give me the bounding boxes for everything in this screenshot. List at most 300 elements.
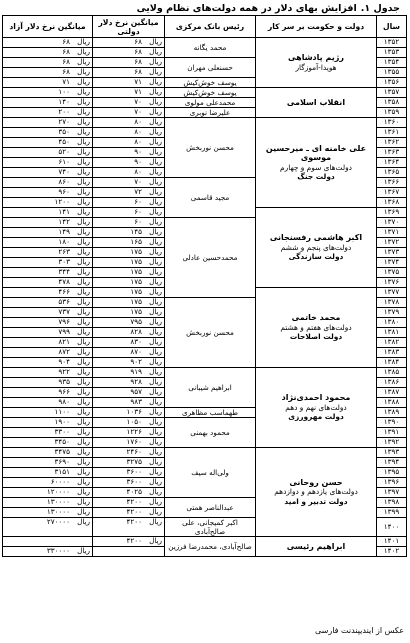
- free-rate-cell: [3, 498, 93, 508]
- rate-unit: ریال: [77, 407, 90, 416]
- government-cell: [256, 368, 377, 448]
- central-bank-governor-cell: مجید قاسمی: [165, 178, 256, 218]
- year-cell: ۱۳۸۰: [377, 318, 407, 328]
- central-bank-governor-cell: حسنعلی مهران: [165, 58, 256, 78]
- free-rate-value: ۶۰۰۰۰: [50, 477, 70, 486]
- year-cell: ۱۳۶۴: [377, 158, 407, 168]
- government-name: ابراهیم رئیسی: [286, 541, 346, 551]
- official-rate-cell: [93, 218, 165, 228]
- free-rate-cell: [3, 128, 93, 138]
- official-rate-cell: [93, 188, 165, 198]
- free-rate-value: ۳۵۰: [58, 127, 70, 136]
- free-rate-cell: [3, 547, 93, 557]
- free-rate-cell: [3, 488, 93, 498]
- free-rate-cell: [3, 88, 93, 98]
- rate-unit: ریال: [77, 217, 90, 226]
- rate-unit: ریال: [77, 97, 90, 106]
- rate-unit: ریال: [77, 177, 90, 186]
- rate-unit: ریال: [77, 437, 90, 446]
- official-rate-cell: [93, 448, 165, 458]
- rate-unit: ریال: [149, 307, 162, 316]
- table-row: [3, 38, 407, 48]
- free-rate-cell: [3, 428, 93, 438]
- rate-unit: ریال: [149, 247, 162, 256]
- free-rate-cell: [3, 318, 93, 328]
- rate-unit: ریال: [149, 87, 162, 96]
- year-cell: ۱۳۹۹: [377, 508, 407, 518]
- rate-unit: ریال: [149, 277, 162, 286]
- free-rate-cell: [3, 438, 93, 448]
- official-rate-value: ۱۷۵: [130, 267, 142, 276]
- official-rate-cell: [93, 547, 165, 557]
- free-rate-value: ۱۹۰۰: [54, 417, 70, 426]
- official-rate-cell: [93, 128, 165, 138]
- government-cell: [256, 208, 377, 288]
- official-rate-cell: [93, 478, 165, 488]
- government-name: حسن روحانی: [289, 477, 343, 487]
- free-rate-value: ۸۶۰: [58, 177, 70, 186]
- free-rate-cell: [3, 308, 93, 318]
- rate-unit: ریال: [77, 387, 90, 396]
- official-rate-cell: [93, 358, 165, 368]
- year-cell: ۱۳۶۹: [377, 208, 407, 218]
- rate-unit: ریال: [77, 117, 90, 126]
- free-rate-cell: [3, 68, 93, 78]
- free-rate-value: ۱۳۰۰۰۰: [46, 497, 70, 506]
- government-name: رژیم پادشاهی: [288, 53, 344, 62]
- rate-unit: ریال: [77, 47, 90, 56]
- free-rate-value: ۳۶۹۰: [54, 457, 70, 466]
- rate-unit: ریال: [149, 147, 162, 156]
- official-rate-value: ۶۸: [134, 37, 142, 46]
- rate-unit: ریال: [77, 467, 90, 476]
- free-rate-value: ۴۶۶: [58, 287, 70, 296]
- rate-unit: ریال: [149, 97, 162, 106]
- free-rate-cell: [3, 418, 93, 428]
- free-rate-cell: [3, 48, 93, 58]
- central-bank-governor-cell: عبدالناصر همتی: [165, 498, 256, 518]
- year-cell: ۱۳۷۲: [377, 238, 407, 248]
- year-cell: ۱۳۶۰: [377, 118, 407, 128]
- official-rate-value: ۹۸۳: [130, 397, 142, 406]
- free-rate-value: ۶۸: [62, 67, 70, 76]
- free-rate-value: ۲۶۳: [58, 247, 70, 256]
- rate-unit: ریال: [149, 217, 162, 226]
- rate-unit: ریال: [77, 447, 90, 456]
- official-rate-value: ۸۳۰: [130, 337, 142, 346]
- year-cell: ۱۳۷۵: [377, 268, 407, 278]
- table-row: [3, 368, 407, 378]
- central-bank-governor-cell: یوسف خوش‌کیش: [165, 78, 256, 88]
- free-rate-cell: [3, 537, 93, 547]
- free-rate-value: ۸۲۱: [58, 337, 70, 346]
- official-rate-value: ۹۰: [134, 157, 142, 166]
- free-rate-cell: [3, 518, 93, 537]
- rate-unit: ریال: [149, 417, 162, 426]
- rate-unit: ریال: [149, 487, 162, 496]
- rate-unit: ریال: [149, 267, 162, 276]
- official-rate-value: ۹۰: [134, 147, 142, 156]
- rate-unit: ریال: [149, 497, 162, 506]
- rate-unit: ریال: [77, 247, 90, 256]
- year-cell: ۱۳۷۷: [377, 288, 407, 298]
- government-cell: [256, 118, 377, 208]
- free-rate-cell: [3, 468, 93, 478]
- central-bank-governor-cell: ابراهیم شیبانی: [165, 368, 256, 408]
- year-cell: ۱۳۶۲: [377, 138, 407, 148]
- official-rate-cell: [93, 328, 165, 338]
- rate-unit: ریال: [77, 167, 90, 176]
- year-cell: ۱۳۵۶: [377, 78, 407, 88]
- free-rate-cell: [3, 408, 93, 418]
- official-rate-cell: [93, 168, 165, 178]
- government-sub: دولت‌های پنجم و ششم: [280, 242, 352, 252]
- year-cell: ۱۳۷۸: [377, 298, 407, 308]
- header-central-bank-governor: رئیس بانک مرکزی: [165, 16, 256, 38]
- official-rate-value: ۶۸: [134, 57, 142, 66]
- year-cell: ۱۴۰۲: [377, 547, 407, 557]
- year-cell: ۱۳۹۳: [377, 448, 407, 458]
- rate-unit: ریال: [77, 267, 90, 276]
- official-rate-value: ۹۰۲: [130, 357, 142, 366]
- rate-unit: ریال: [77, 187, 90, 196]
- table-title-text: افزایش بهای دلار در همه دولت‌های نظام ولایی: [136, 3, 357, 14]
- rate-unit: ریال: [149, 137, 162, 146]
- central-bank-governor-cell: ولی‌اله سیف: [165, 448, 256, 498]
- free-rate-cell: [3, 178, 93, 188]
- free-rate-value: ۹۲۲: [58, 367, 70, 376]
- rate-unit: ریال: [77, 157, 90, 166]
- rate-unit: ریال: [77, 227, 90, 236]
- free-rate-value: ۲۷۰: [58, 117, 70, 126]
- year-cell: ۱۳۷۶: [377, 278, 407, 288]
- table-row: [3, 88, 407, 98]
- rate-unit: ریال: [77, 307, 90, 316]
- year-cell: ۱۳۷۰: [377, 218, 407, 228]
- rate-unit: ریال: [149, 237, 162, 246]
- rate-unit: ریال: [149, 207, 162, 216]
- free-rate-value: ۱۴۲: [58, 217, 70, 226]
- rate-unit: ریال: [149, 407, 162, 416]
- table-row: [3, 118, 407, 128]
- free-rate-cell: [3, 258, 93, 268]
- rate-unit: ریال: [149, 467, 162, 476]
- year-cell: ۱۳۶۳: [377, 148, 407, 158]
- official-rate-cell: [93, 158, 165, 168]
- rate-unit: ریال: [149, 37, 162, 46]
- official-rate-value: ۸۷۰: [130, 347, 142, 356]
- year-cell: ۱۳۸۲: [377, 338, 407, 348]
- official-rate-value: ۴۲۰۰: [126, 536, 142, 545]
- free-rate-cell: [3, 288, 93, 298]
- official-rate-cell: [93, 148, 165, 158]
- official-rate-value: ۶۰: [134, 207, 142, 216]
- rate-unit: ریال: [149, 507, 162, 516]
- official-rate-cell: [93, 208, 165, 218]
- free-rate-cell: [3, 378, 93, 388]
- year-cell: ۱۳۸۵: [377, 368, 407, 378]
- rate-unit: ریال: [77, 357, 90, 366]
- rate-unit: ریال: [77, 417, 90, 426]
- free-rate-value: ۹۶۰: [58, 187, 70, 196]
- government-sub: دولت‌های یازدهم و دوازدهم: [274, 487, 358, 497]
- free-rate-value: ۱۲۰۰۰۰: [46, 487, 70, 496]
- government-cell: [256, 448, 377, 537]
- government-cell: [256, 88, 377, 118]
- rate-unit: ریال: [77, 507, 90, 516]
- free-rate-value: ۱۳۰۰۰۰: [46, 507, 70, 516]
- official-rate-cell: [93, 537, 165, 547]
- year-cell: ۱۳۶۸: [377, 198, 407, 208]
- official-rate-value: ۱۷۵: [130, 247, 142, 256]
- free-rate-value: ۳۴۴: [58, 267, 70, 276]
- year-cell: ۱۳۷۴: [377, 258, 407, 268]
- year-cell: ۱۳۹۵: [377, 468, 407, 478]
- year-cell: ۱۳۶۵: [377, 168, 407, 178]
- official-rate-value: ۱۷۵: [130, 257, 142, 266]
- government-cell: [256, 288, 377, 368]
- free-rate-value: ۱۸۰: [58, 237, 70, 246]
- year-cell: ۱۳۷۹: [377, 308, 407, 318]
- official-rate-cell: [93, 408, 165, 418]
- rate-unit: ریال: [77, 337, 90, 346]
- government-sub: دولت‌های نهم و دهم: [285, 402, 347, 412]
- rate-unit: ریال: [77, 257, 90, 266]
- official-rate-cell: [93, 68, 165, 78]
- official-rate-cell: [93, 368, 165, 378]
- table-number: جدول ۱.: [360, 3, 400, 14]
- official-rate-value: ۴۲۰۰: [126, 517, 142, 526]
- free-rate-value: ۱۲۰۰: [54, 197, 70, 206]
- rate-unit: ریال: [77, 107, 90, 116]
- central-bank-governor-cell: یوسف خوش‌کیش: [165, 88, 256, 98]
- official-rate-cell: [93, 498, 165, 508]
- official-rate-cell: [93, 98, 165, 108]
- year-cell: ۱۴۰۱: [377, 537, 407, 547]
- free-rate-cell: [3, 188, 93, 198]
- rate-unit: ریال: [149, 477, 162, 486]
- rate-unit: ریال: [149, 107, 162, 116]
- free-rate-cell: [3, 138, 93, 148]
- official-rate-cell: [93, 428, 165, 438]
- rate-unit: ریال: [149, 197, 162, 206]
- rate-unit: ریال: [149, 187, 162, 196]
- official-rate-cell: [93, 118, 165, 128]
- free-rate-cell: [3, 448, 93, 458]
- rate-unit: ریال: [149, 397, 162, 406]
- year-cell: ۱۳۹۷: [377, 488, 407, 498]
- year-cell: ۱۳۸۴: [377, 358, 407, 368]
- official-rate-cell: [93, 108, 165, 118]
- rate-unit: ریال: [149, 117, 162, 126]
- rate-unit: ریال: [149, 357, 162, 366]
- official-rate-value: ۱۴۵: [130, 227, 142, 236]
- rate-unit: ریال: [77, 347, 90, 356]
- free-rate-cell: [3, 158, 93, 168]
- free-rate-value: ۷۹۶: [58, 317, 70, 326]
- rate-unit: ریال: [77, 277, 90, 286]
- central-bank-governor-cell: محسن نوربخش: [165, 118, 256, 178]
- official-rate-value: ۲۴۶۰: [126, 447, 142, 456]
- free-rate-cell: [3, 398, 93, 408]
- year-cell: ۱۳۵۵: [377, 68, 407, 78]
- free-rate-value: ۳۴۷۵: [54, 447, 70, 456]
- rate-unit: ریال: [149, 47, 162, 56]
- year-cell: ۱۳۵۳: [377, 48, 407, 58]
- rate-unit: ریال: [149, 437, 162, 446]
- rate-unit: ریال: [77, 77, 90, 86]
- free-rate-cell: [3, 348, 93, 358]
- free-rate-value: ۹۰۴: [58, 357, 70, 366]
- rate-unit: ریال: [149, 457, 162, 466]
- year-cell: ۱۳۵۲: [377, 38, 407, 48]
- free-rate-cell: [3, 98, 93, 108]
- official-rate-cell: [93, 438, 165, 448]
- official-rate-cell: [93, 418, 165, 428]
- rate-unit: ریال: [77, 327, 90, 336]
- official-rate-cell: [93, 238, 165, 248]
- free-rate-cell: [3, 298, 93, 308]
- official-rate-value: ۷۰: [134, 97, 142, 106]
- free-rate-cell: [3, 228, 93, 238]
- table-title: [0, 2, 410, 16]
- official-rate-cell: [93, 288, 165, 298]
- government-slogan: دولت مهرورزی: [288, 412, 344, 422]
- central-bank-governor-cell: محمدحسین عادلی: [165, 218, 256, 298]
- official-rate-cell: [93, 248, 165, 258]
- official-rate-value: ۳۲۷۵: [126, 457, 142, 466]
- rate-unit: ریال: [77, 287, 90, 296]
- rate-unit: ریال: [77, 546, 90, 555]
- free-rate-value: ۱۴۰: [58, 97, 70, 106]
- free-rate-value: ۴۷۸: [58, 277, 70, 286]
- free-rate-cell: [3, 368, 93, 378]
- rate-unit: ریال: [77, 427, 90, 436]
- header-government: دولت و حکومت بر سر کار: [256, 16, 377, 38]
- year-cell: ۱۳۷۳: [377, 248, 407, 258]
- official-rate-cell: [93, 138, 165, 148]
- year-cell: ۱۳۵۹: [377, 108, 407, 118]
- rate-unit: ریال: [77, 197, 90, 206]
- table-row: [3, 537, 407, 547]
- free-rate-cell: [3, 238, 93, 248]
- central-bank-governor-cell: علیرضا نوبری: [165, 108, 256, 118]
- free-rate-cell: [3, 118, 93, 128]
- free-rate-value: ۴۵۰: [58, 137, 70, 146]
- official-rate-cell: [93, 468, 165, 478]
- free-rate-value: ۵۲۰: [58, 147, 70, 156]
- official-rate-value: ۳۶۰۰: [126, 467, 142, 476]
- year-cell: ۱۳۸۷: [377, 388, 407, 398]
- official-rate-value: ۷۹۵: [130, 317, 142, 326]
- free-rate-value: ۱۴۹: [58, 227, 70, 236]
- free-rate-cell: [3, 248, 93, 258]
- rate-unit: ریال: [77, 87, 90, 96]
- rate-unit: ریال: [77, 127, 90, 136]
- free-rate-cell: [3, 208, 93, 218]
- rate-unit: ریال: [149, 177, 162, 186]
- free-rate-cell: [3, 328, 93, 338]
- rate-unit: ریال: [149, 127, 162, 136]
- official-rate-value: ۷۰: [134, 107, 142, 116]
- official-rate-value: ۹۲۸: [130, 377, 142, 386]
- government-name: علی خامنه ای ـ میرحسین موسوی: [265, 143, 367, 162]
- free-rate-value: ۶۸: [62, 47, 70, 56]
- official-rate-value: ۱۰۳۶: [126, 407, 142, 416]
- free-rate-value: ۹۳۵: [58, 377, 70, 386]
- free-rate-cell: [3, 278, 93, 288]
- official-rate-value: ۷۱: [134, 87, 142, 96]
- free-rate-value: ۳۴۵۰: [54, 437, 70, 446]
- official-rate-cell: [93, 308, 165, 318]
- rate-unit: ریال: [149, 377, 162, 386]
- free-rate-value: ۶۸: [62, 37, 70, 46]
- official-rate-value: ۹۵۷: [130, 387, 142, 396]
- free-rate-cell: [3, 508, 93, 518]
- official-rate-value: ۷۲: [134, 187, 142, 196]
- free-rate-cell: [3, 148, 93, 158]
- official-rate-cell: [93, 388, 165, 398]
- official-rate-cell: [93, 228, 165, 238]
- free-rate-cell: [3, 358, 93, 368]
- rate-unit: ریال: [149, 227, 162, 236]
- official-rate-cell: [93, 268, 165, 278]
- rate-unit: ریال: [149, 167, 162, 176]
- year-cell: ۱۳۶۶: [377, 178, 407, 188]
- official-rate-cell: [93, 488, 165, 498]
- rate-unit: ریال: [77, 147, 90, 156]
- official-rate-cell: [93, 78, 165, 88]
- free-rate-value: ۷۱: [62, 77, 70, 86]
- official-rate-value: ۷۰: [134, 177, 142, 186]
- rate-unit: ریال: [149, 517, 162, 526]
- rate-unit: ریال: [77, 237, 90, 246]
- rate-unit: ریال: [77, 497, 90, 506]
- table-body: [3, 38, 407, 557]
- free-rate-cell: [3, 198, 93, 208]
- official-rate-value: ۱۶۵: [130, 237, 142, 246]
- year-cell: ۱۳۵۸: [377, 98, 407, 108]
- central-bank-governor-cell: طهماسب مظاهری: [165, 408, 256, 418]
- rate-unit: ریال: [149, 57, 162, 66]
- free-rate-value: ۶۱۰: [58, 157, 70, 166]
- government-sub: دولت‌های هفتم و هشتم: [280, 322, 352, 332]
- official-rate-value: ۸۲۸: [130, 327, 142, 336]
- government-name: محمد خاتمی: [291, 313, 341, 323]
- rate-unit: ریال: [77, 487, 90, 496]
- official-rate-cell: [93, 258, 165, 268]
- government-slogan: دولت اصلاحات: [289, 332, 343, 342]
- official-rate-cell: [93, 38, 165, 48]
- free-rate-cell: [3, 108, 93, 118]
- header-official-rate: میانگین نرخ دلار دولتی: [93, 16, 165, 38]
- rate-unit: ریال: [77, 67, 90, 76]
- official-rate-value: ۱۷۵: [130, 307, 142, 316]
- official-rate-cell: [93, 198, 165, 208]
- official-rate-cell: [93, 88, 165, 98]
- year-cell: ۱۳۵۷: [377, 88, 407, 98]
- government-cell: [256, 38, 377, 88]
- free-rate-cell: [3, 458, 93, 468]
- rate-unit: ریال: [149, 157, 162, 166]
- official-rate-cell: [93, 508, 165, 518]
- free-rate-cell: [3, 388, 93, 398]
- official-rate-value: ۴۲۰۰: [126, 497, 142, 506]
- free-rate-cell: [3, 218, 93, 228]
- year-cell: ۱۳۸۹: [377, 408, 407, 418]
- free-rate-value: ۱۰۰: [58, 87, 70, 96]
- free-rate-value: ۳۳۰۰: [54, 427, 70, 436]
